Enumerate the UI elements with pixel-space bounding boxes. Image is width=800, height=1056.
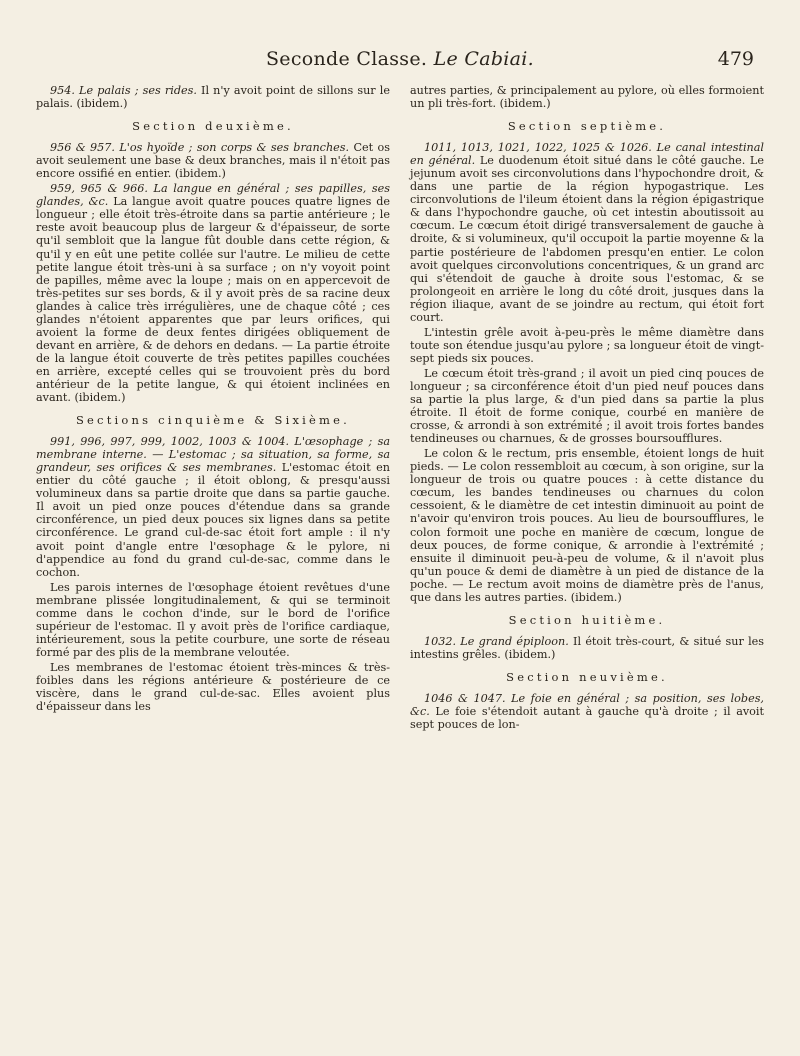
- paragraph-text: Le colon & le rectum, pris ensemble, étoient longs de huit pieds. — Le colon ressembloit au cœcum, à son origine, sur la longueur de trois ou quatre pouces : à cette distance du cœcum, les bandes tendineuses ou charnues du colon cessoient, & le diamètre de cet intestin diminuoit au point de n'avoir qu'environ trois pouces. Au lieu de boursoufflures, le colon formoit une poche en manière de cœcum, longue de deux pouces, de forme conique, & arrondie à l'extrémité ; ensuite il diminuoit peu-à-peu de volume, & il n'avoit plus qu'un pouce & demi de diamètre à un pied de distance de la poche. — Le rectum avoit moins de diamètre près de l'anus, que dans les autres parties. (ibidem.): [410, 447, 764, 604]
- running-title: [36, 48, 764, 70]
- paragraph-lead: 1011, 1013, 1021, 1022, 1025 & 1026. Le canal intestinal en général.: [410, 141, 764, 168]
- paragraph: [36, 581, 390, 659]
- paragraph-text: Il n'y avoit point de sillons sur le palais. (ibidem.): [36, 84, 390, 111]
- running-title-plain: Seconde Classe.: [265, 48, 428, 70]
- paragraph-lead: 956 & 957. L'os hyoïde ; son corps & ses branches.: [50, 141, 350, 155]
- paragraph-text: L'intestin grêle avoit à-peu-près le même diamètre dans toute son étendue jusqu'au pylore ; sa longueur étoit de vingt-sept pieds six pouces.: [410, 325, 764, 365]
- paragraph: [410, 692, 764, 731]
- paragraph-text: Il étoit très-court, & situé sur les intestins grêles. (ibidem.): [410, 634, 765, 661]
- paragraph-text: autres parties, & principalement au pylore, où elles formoient un pli très-fort. (ibidem.): [410, 84, 764, 111]
- paragraph: [410, 367, 764, 445]
- paragraph-text: Les parois internes de l'œsophage étoient revêtues d'une membrane plissée longitudinalement, & qui se terminoit comme dans le cochon d'inde, sur le bord de l'orifice supérieur de l'estomac. Il y avoit près de l'orifice cardiaque, intérieurement, sous la petite courbure, une sorte de réseau formé par des plis de la membrane veloutée.: [36, 580, 390, 659]
- page-number: 479: [717, 48, 754, 70]
- paragraph-lead: 1032. Le grand épiploon.: [424, 634, 569, 648]
- section-heading: Section deuxième.: [132, 119, 294, 134]
- paragraph: [410, 635, 764, 661]
- paragraph-text: Le foie s'étendoit autant à gauche qu'à droite ; il avoit sept pouces de lon-: [410, 705, 764, 732]
- page-header: [36, 48, 764, 78]
- running-title-italic: Le Cabiai.: [433, 48, 535, 70]
- paragraph: [36, 141, 390, 180]
- paragraph-text: Le cœcum étoit très-grand ; il avoit un pied cinq pouces de longueur ; sa circonférence étoit d'un pied neuf pouces dans sa partie la plus large, & d'un pied dans sa partie la plus étroite. Il étoit de forme conique, courbé en manière de crosse, & arrondi à son extrémité ; il avoit trois fortes bandes tendineuses ou charnues, & de grosses boursoufflures.: [410, 366, 764, 446]
- paragraph: [410, 84, 764, 110]
- paragraph: [36, 661, 390, 713]
- paragraph-lead: 1046 & 1047. Le foie en général ; sa position, ses lobes, &c.: [410, 691, 764, 719]
- section-heading: Section neuvième.: [506, 669, 668, 684]
- paragraph-text: Cet os avoit seulement une base & deux branches, mais il n'étoit pas encore ossifié en entier. (ibidem.): [36, 141, 390, 181]
- section-heading: Section septième.: [507, 119, 667, 134]
- paragraph: [36, 84, 390, 110]
- paragraph-lead: 991, 996, 997, 999, 1002, 1003 & 1004. L'œsophage ; sa membrane interne. — L'estomac ; sa situation, sa forme, sa grandeur, ses orifices & ses membranes.: [36, 435, 390, 475]
- left-column: [36, 84, 390, 733]
- paragraph-lead: 959, 965 & 966. La langue en général ; ses papilles, ses glandes, &c.: [36, 182, 390, 209]
- section-heading: Sections cinquième & Sixième.: [75, 413, 351, 428]
- paragraph-text: Le duodenum étoit situé dans le côté gauche. Le jejunum avoit ses circonvolutions dans l'hypochondre droit, & dans une partie de la région hypogastrique. Les circonvolutions de l'ileum étoient dans la région épigastrique & dans l'hypochondre gauche, où cet intestin aboutissoit au cœcum. Le cœcum étoit dirigé transversalement de gauche à droite, & si volumineux, qu'il occupoit la partie moyenne & la partie postérieure de l'abdomen presqu'en entier. Le colon avoit quelques circonvolutions concentriques, & un grand arc qui s'étendoit de gauche à droite sous l'estomac, & se prolongeoit en arrière le long du côté droit, jusques dans la région iliaque, avant de se joindre au rectum, qui étoit fort court.: [410, 154, 764, 324]
- text-columns: [36, 84, 764, 733]
- paragraph-text: Les membranes de l'estomac étoient très-minces & très-foibles dans les régions antérieure & postérieure de ce viscère, dans le grand cul-de-sac. Elles avoient plus d'épaisseur dans les: [36, 660, 390, 714]
- paragraph: [410, 447, 764, 604]
- right-column: [410, 84, 764, 733]
- paragraph: [36, 182, 390, 404]
- paragraph-text: L'estomac étoit en entier du côté gauche ; il étoit oblong, & presqu'aussi volumineux dans sa partie droite que dans sa partie gauche. Il avoit un pied onze pouces d'étendue dans sa grande circonférence, un pied deux pouces six lignes dans sa petite circonférence. Le grand cul-de-sac étoit fort ample : il n'y avoit point d'angle entre l'œsophage & le pylore, ni d'appendice au fond du grand cul-de-sac, comme dans le cochon.: [36, 461, 390, 579]
- section-heading: Section huitième.: [508, 612, 666, 627]
- paragraph-text: La langue avoit quatre pouces quatre lignes de longueur ; elle étoit très-étroite dans sa partie antérieure ; le reste avoit beaucoup plus de largeur & d'épaisseur, de sorte qu'il sembloit que la langue fût double dans cette région, & qu'il y en eût une petite collée sur l'autre. Le milieu de cette petite langue étoit très-uni à sa surface ; on n'y voyoit point de papilles, même avec la loupe ; mais on en appercevoit de très-petites sur ses bords, & il y avoit près de sa racine deux glandes à calice très irrégulières, une de chaque côté ; ces glandes n'étoient apparentes que par leurs orifices, qui avoient la forme de deux fentes dirigées obliquement de devant en arrière, & de dehors en dedans. — La partie étroite de la langue étoit couverte de très petites papilles couchées en arrière, excepté celles qui se trouvoient près du bord antérieur de la petite langue, & qui étoient inclinées en avant. (ibidem.): [36, 195, 391, 405]
- paragraph-lead: 954. Le palais ; ses rides.: [50, 84, 197, 97]
- paragraph: [410, 326, 764, 365]
- paragraph: [36, 435, 390, 579]
- paragraph: [410, 141, 764, 324]
